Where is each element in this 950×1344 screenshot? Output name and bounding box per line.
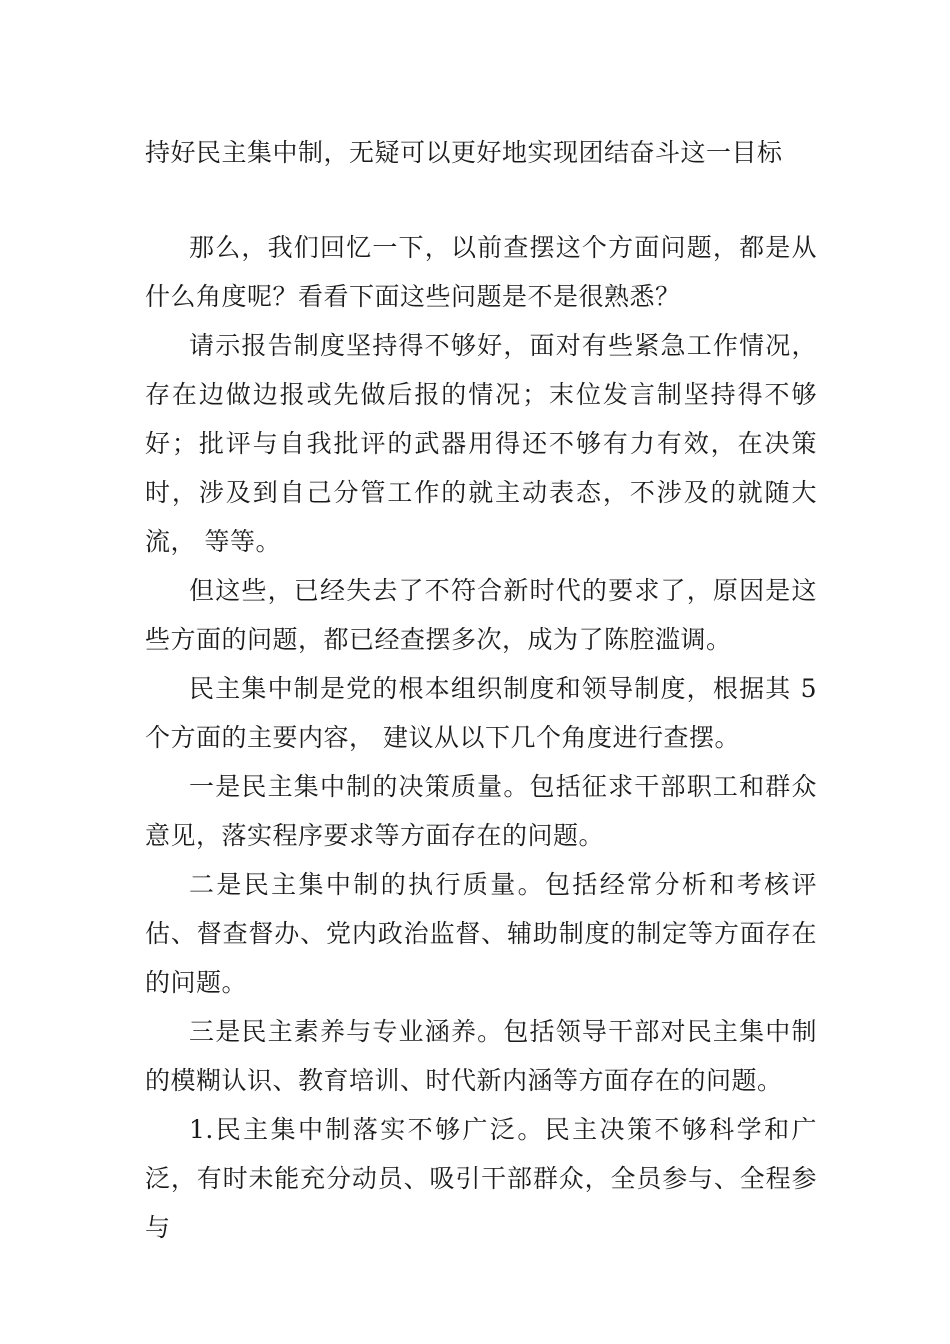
paragraph-point-two: 二是民主集中制的执行质量。包括经常分析和考核评估、督查督办、党内政治监督、辅助制度的制定等方面存在的问题。 [145,870,817,997]
paragraph-item-1: 1.民主集中制落实不够广泛。民主决策不够科学和广泛，有时未能充分动员、吸引干部群众，全员参与、全程参与 [145,1115,817,1242]
paragraph-continuation: 持好民主集中制，无疑可以更好地实现团结奋斗这一目标 [145,138,783,167]
paragraph-point-one: 一是民主集中制的决策质量。包括征求干部职工和群众意见，落实程序要求等方面存在的问题。 [145,772,817,850]
paragraph-outdated: 但这些，已经失去了不符合新时代的要求了，原因是这些方面的问题，都已经查摆多次，成为了陈腔滥调。 [145,576,817,654]
paragraph-point-three: 三是民主素养与专业涵养。包括领导干部对民主集中制的模糊认识、教育培训、时代新内涵等方面存在的问题。 [145,1017,817,1095]
document-body [145,128,817,1252]
paragraph-recall-question: 那么，我们回忆一下，以前查摆这个方面问题，都是从什么角度呢？看看下面这些问题是不是很熟悉？ [145,233,817,311]
paragraph-common-problems: 请示报告制度坚持得不够好，面对有些紧急工作情况，存在边做边报或先做后报的情况；末位发言制坚持得不够好；批评与自我批评的武器用得还不够有力有效，在决策时，涉及到自己分管工作的就主动表态，不涉及的就随大流， 等等。 [145,331,817,556]
paragraph-suggestion: 民主集中制是党的根本组织制度和领导制度，根据其 5 个方面的主要内容， 建议从以下几个角度进行查摆。 [145,674,817,752]
